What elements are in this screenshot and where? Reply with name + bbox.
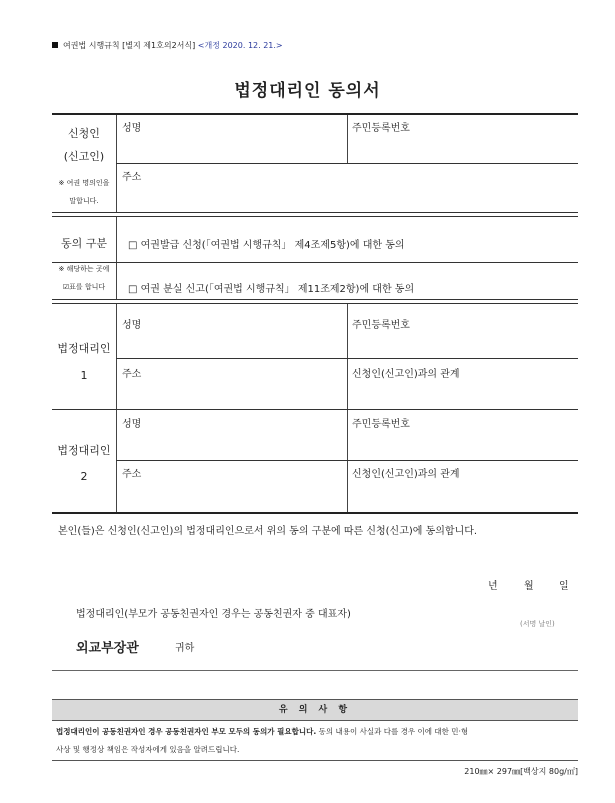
column-divider [347,115,348,163]
guardian2-relation-label: 신청인(신고인)과의 관계 [352,469,460,480]
guardian1-number: 1 [80,369,88,382]
applicant-label: 신청인 [68,127,100,140]
form-reference [52,40,283,51]
date-month: 월 [524,581,534,592]
section-divider [52,212,578,213]
notice-heading-band [52,699,578,721]
section-divider [52,299,578,300]
consent-option-issue[interactable]: □ 여권발급 신청(「여권법 시행규칙」 제4조제5항)에 대한 동의 [128,240,405,251]
notice-text: 동의 내용이 사실과 다를 경우 이에 대한 민·형 [316,727,469,736]
row-divider [116,163,578,164]
column-divider [116,304,117,409]
consent-note-1: ※ 해당하는 곳에 [58,265,110,273]
consent-type-label: 동의 구분 [60,237,107,250]
page-title: 법정대리인 동의서 [234,81,381,101]
date-day: 일 [559,581,569,592]
applicant-address-label: 주소 [122,172,142,183]
recipient-suffix: 귀하 [175,643,195,654]
applicant-label-sub: (신고인) [63,150,105,163]
guardian1-address-label: 주소 [122,369,142,380]
guardian2-name-label: 성명 [122,419,142,430]
section-divider [52,216,578,217]
revision-note: <개정 2020. 12. 21.> [197,41,283,50]
notice-body [56,723,576,759]
row-divider [116,460,578,461]
section-divider [52,303,578,304]
consent-statement: 본인(들)은 신청인(신고인)의 법정대리인으로서 위의 동의 구분에 따른 신청(신고)에 동의합니다. [58,526,478,537]
column-divider [347,410,348,512]
applicant-note-2: 말합니다. [69,197,99,205]
section-divider [52,113,578,115]
notice-bold-text: 법정대리인이 공동친권자인 경우 공동친권자인 부모 모두의 동의가 필요합니다. [56,727,317,736]
section-divider [52,760,578,761]
section-divider [52,409,578,410]
notice-heading: 유 의 사 항 [278,705,352,715]
notice-text-line2: 사상 및 행정상 책임은 작성자에게 있음을 알려드립니다. [56,745,240,754]
applicant-name-label: 성명 [122,123,142,134]
date-year: 년 [488,581,498,592]
form-ref-text: 여권법 시행규칙 [별지 제1호의2서식] [63,41,196,50]
signature-hint: (서명 날인) [520,620,555,628]
guardian2-rrn-label: 주민등록번호 [352,419,410,430]
consent-option-loss[interactable]: □ 여권 분실 신고(「여권법 시행규칙」 제11조제2항)에 대한 동의 [128,284,415,295]
guardian2-number: 2 [80,470,88,483]
guardian1-rrn-label: 주민등록번호 [352,320,410,331]
consent-note-2: ☑표를 합니다 [62,283,106,291]
guardian2-address-label: 주소 [122,469,142,480]
column-divider [116,217,117,299]
applicant-note-1: ※ 여권 명의인을 [58,179,110,187]
paper-size: 210㎜× 297㎜[백상지 80g/㎡] [464,767,578,776]
recipient-name: 외교부장관 [76,641,139,656]
row-divider [52,262,578,263]
guardian1-relation-label: 신청인(신고인)과의 관계 [352,369,460,380]
row-divider [116,358,578,359]
section-divider [52,670,578,671]
guardian2-label: 법정대리인 [57,444,111,457]
column-divider [116,410,117,512]
guardian1-label: 법정대리인 [57,342,111,355]
square-bullet-icon [52,42,58,48]
applicant-rrn-label: 주민등록번호 [352,123,410,134]
signer-label: 법정대리인(부모가 공동친권자인 경우는 공동친권자 중 대표자) [76,609,351,620]
column-divider [347,304,348,409]
section-divider [52,512,578,514]
guardian1-name-label: 성명 [122,320,142,331]
